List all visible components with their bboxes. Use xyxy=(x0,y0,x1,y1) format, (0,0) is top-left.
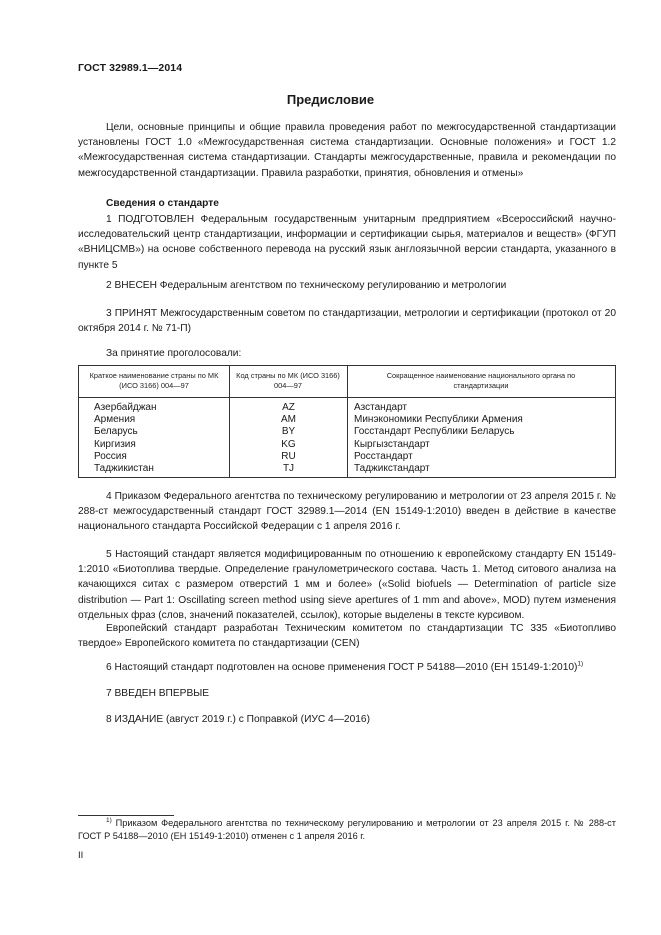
item-2: 2 ВНЕСЕН Федеральным агентством по техническому регулированию и метрологии xyxy=(106,280,507,291)
table-cell: Азстандарт xyxy=(354,402,408,413)
table-cell: Россия xyxy=(94,450,127,462)
voting-table xyxy=(78,365,616,478)
table-divider xyxy=(347,366,348,477)
footnote-mark: 1) xyxy=(106,816,112,824)
footnote-text: Приказом Федерального агентства по техническому регулированию и метрологии от 23 апреля 2015 г. № 288-ст ГОСТ Р 54188—2010 (ЕН 15149-1:2010) отменен с 1 апреля 2016 г. xyxy=(78,818,616,841)
item-8: 8 ИЗДАНИЕ (август 2019 г.) с Поправкой (ИУС 4—2016) xyxy=(106,714,370,725)
table-cell: Беларусь xyxy=(94,426,138,438)
table-header-body: Сокращенное наименование национального органа по стандартизации xyxy=(386,371,576,390)
item-1: 1 ПОДГОТОВЛЕН Федеральным государственным унитарным предприятием «Всероссийский научно-исследовательский центр стандартизации, информации и сертификации сырья, материалов и веществ» (ФГУП «ВНИЦСМВ») на основе собственного перевода на русский язык англоязычной версии стандарта, указанного в пункте 5 xyxy=(78,214,616,271)
table-cell: Армения xyxy=(94,414,136,426)
footnote-separator xyxy=(78,815,174,816)
table-cell: Азербайджан xyxy=(94,402,157,413)
table-cell: Минэкономики Республики Армения xyxy=(354,414,523,426)
table-cell: Таджикстандарт xyxy=(354,463,430,475)
table-cell: Таджикистан xyxy=(94,463,154,475)
item-4: 4 Приказом Федерального агентства по техническому регулированию и метрологии от 23 апреля 2015 г. № 288-ст межгосударственный стандарт ГОСТ 32989.1—2014 (EN 15149-1:2010) введен в действие в качестве национального стандарта Российской Федерации с 1 апреля 2016 г. xyxy=(78,491,616,533)
table-cell: AZ xyxy=(282,402,295,413)
code-column xyxy=(230,402,347,475)
page-number: II xyxy=(78,850,84,861)
footnote xyxy=(78,817,616,843)
table-cell: Киргизия xyxy=(94,438,136,450)
table-cell: KG xyxy=(281,438,296,450)
item-6-text: 6 Настоящий стандарт подготовлен на основе применения ГОСТ Р 54188—2010 (ЕН 15149-1:2010) xyxy=(106,662,578,673)
table-cell: Кыргызстандарт xyxy=(354,438,430,450)
table-header-divider xyxy=(79,397,615,398)
item-7: 7 ВВЕДЕН ВПЕРВЫЕ xyxy=(106,688,210,699)
body-column xyxy=(354,402,523,475)
intro-paragraph: Цели, основные принципы и общие правила проведения работ по межгосударственной стандартизации установлены ГОСТ 1.0 «Межгосударственная система стандартизации. Основные положения» и ГОСТ 1.2 «Межгосударственная система стандартизации. Стандарты межгосударственные, правила и рекомендации по межгосударственной стандартизации. Правила разработки, принятия, обновления и отмены» xyxy=(78,122,616,179)
table-cell: RU xyxy=(281,450,296,462)
item-6 xyxy=(78,660,616,675)
table-cell: Росстандарт xyxy=(354,450,413,462)
voted-label: За принятие проголосовали: xyxy=(106,348,242,359)
item-3: 3 ПРИНЯТ Межгосударственным советом по стандартизации, метрологии и сертификации (протокол от 20 октября 2014 г. № 71-П) xyxy=(78,308,616,335)
table-header-code: Код страны по МК (ИСО 3166) 004—97 xyxy=(236,371,340,390)
table-cell: Госстандарт Республики Беларусь xyxy=(354,426,515,438)
section-heading: Сведения о стандарте xyxy=(106,198,219,209)
table-cell: TJ xyxy=(282,463,295,475)
page-title: Предисловие xyxy=(286,92,375,107)
footnote-ref: 1) xyxy=(577,660,584,668)
table-header-country: Краткое наименование страны по МК (ИСО 3166) 004—97 xyxy=(89,371,219,390)
document-id: ГОСТ 32989.1—2014 xyxy=(78,62,183,74)
item-5: 5 Настоящий стандарт является модифицированным по отношению к европейскому стандарту EN 15149-1:2010 «Биотоплива твердые. Определение гранулометрического состава. Часть 1. Метод ситового анализа на качающихся ситах с размером отверстий 1 мм и более» («Solid biofuels — Determination of particle size distribution — Part 1: Oscillating screen method using sieve apertures of 1 mm and above», MOD) путем изменения отдельных фраз (слов, значений показателей, ссылок), которые выделены в тексте курсивом. xyxy=(78,549,616,621)
table-cell: AM xyxy=(281,414,296,426)
item-5-note: Европейский стандарт разработан Техническим комитетом по стандартизации ТС 335 «Биотопливо твердое» Европейского комитета по стандартизации (CEN) xyxy=(78,623,616,650)
country-column xyxy=(94,402,157,475)
table-cell: BY xyxy=(281,426,296,438)
